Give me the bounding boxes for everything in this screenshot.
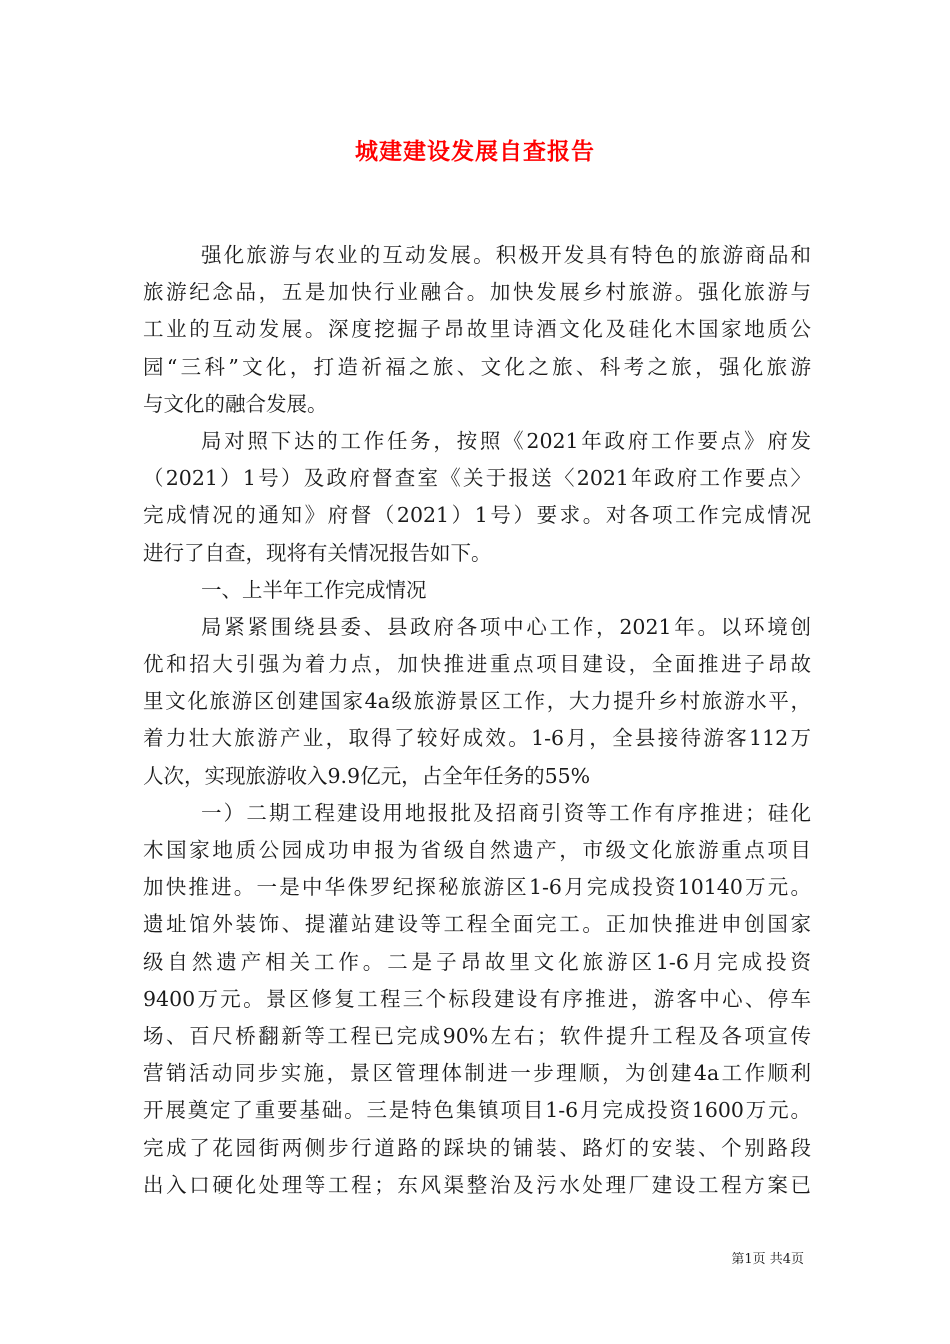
- section-heading: 一、上半年工作完成情况: [201, 577, 427, 602]
- paragraph-line: 园“三科”文化，打造祈福之旅、文化之旅、科考之旅，强化旅游: [143, 354, 811, 379]
- paragraph-line: 着力壮大旅游产业，取得了较好成效。1-6月，全县接待游客112万: [143, 726, 811, 751]
- paragraph-line: 9400万元。景区修复工程三个标段建设有序推进，游客中心、停车: [143, 986, 811, 1011]
- paragraph-line: 旅游纪念品，五是加快行业融合。加快发展乡村旅游。强化旅游与: [143, 280, 811, 305]
- paragraph-line: 局对照下达的工作任务，按照《2021年政府工作要点》府发: [201, 428, 811, 453]
- paragraph-line: 工业的互动发展。深度挖掘子昂故里诗酒文化及硅化木国家地质公: [143, 317, 811, 342]
- paragraph-line: 完成情况的通知》府督（2021）1号）要求。对各项工作完成情况: [143, 503, 811, 528]
- document-body: [143, 237, 811, 1204]
- paragraph-line: 木国家地质公园成功申报为省级自然遗产，市级文化旅游重点项目: [143, 838, 811, 862]
- paragraph-line: 完成了花园街两侧步行道路的踩块的铺装、路灯的安装、个别路段: [143, 1135, 811, 1160]
- paragraph-line: 加快推进。一是中华侏罗纪探秘旅游区1-6月完成投资10140万元。: [143, 875, 811, 900]
- paragraph-line: 优和招大引强为着力点，加快推进重点项目建设，全面推进子昂故: [143, 652, 811, 677]
- paragraph-line: 局紧紧围绕县委、县政府各项中心工作，2021年。以环境创: [201, 614, 811, 639]
- paragraph-line: 营销活动同步实施，景区管理体制进一步理顺，为创建4a工作顺利: [143, 1061, 811, 1086]
- paragraph-line: 遗址馆外装饰、提灌站建设等工程全面完工。正加快推进申创国家: [143, 912, 811, 937]
- paragraph-line: 出入口硬化处理等工程；东风渠整治及污水处理厂建设工程方案已: [143, 1172, 811, 1197]
- page-number: 第1页 共4页: [731, 1252, 804, 1267]
- paragraph-line: 与文化的融合发展。: [143, 391, 328, 416]
- paragraph-line: 级自然遗产相关工作。二是子昂故里文化旅游区1-6月完成投资: [143, 949, 811, 974]
- paragraph-line: 场、百尺桥翻新等工程已完成90%左右；软件提升工程及各项宣传: [143, 1023, 811, 1048]
- paragraph-line: 人次，实现旅游收入9.9亿元，占全年任务的55%: [143, 763, 591, 788]
- paragraph-line: 一）二期工程建设用地报批及招商引资等工作有序推进；硅化: [201, 800, 811, 825]
- paragraph-line: （2021）1号）及政府督查室《关于报送〈2021年政府工作要点〉: [143, 466, 811, 491]
- paragraph-line: 进行了自查，现将有关情况报告如下。: [143, 540, 492, 565]
- paragraph-line: 强化旅游与农业的互动发展。积极开发具有特色的旅游商品和: [201, 243, 811, 267]
- document-title: 城建建设发展自查报告: [355, 139, 595, 165]
- paragraph-line: 里文化旅游区创建国家4a级旅游景区工作，大力提升乡村旅游水平，: [143, 689, 811, 714]
- paragraph-line: 开展奠定了重要基础。三是特色集镇项目1-6月完成投资1600万元。: [143, 1098, 811, 1123]
